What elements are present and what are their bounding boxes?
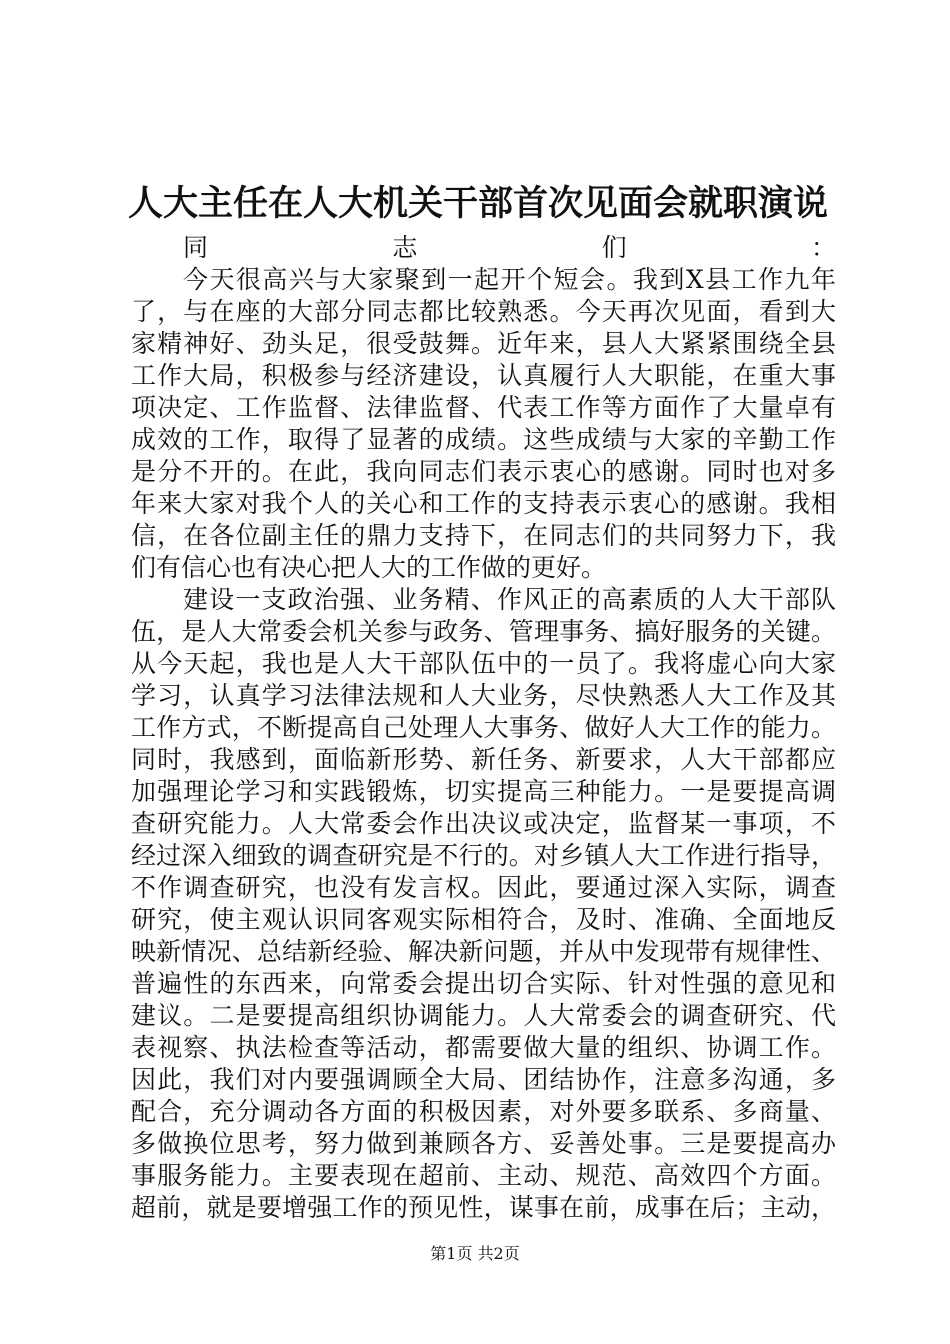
body-line: 表视察、执法检查等活动，都需要做大量的组织、协调工作。 [131, 1033, 836, 1062]
body-line: 同时，我感到，面临新形势、新任务、新要求，人大干部都应 [131, 745, 836, 774]
body-line: 了，与在座的大部分同志都比较熟悉。今天再次见面，看到大 [131, 297, 836, 326]
body-line: 成效的工作，取得了显著的成绩。这些成绩与大家的辛勤工作 [131, 425, 836, 454]
body-line: 多做换位思考，努力做到兼顾各方、妥善处事。三是要提高办 [131, 1129, 836, 1158]
body-line: 配合，充分调动各方面的积极因素，对外要多联系、多商量、 [131, 1097, 836, 1126]
body-line: 普遍性的东西来，向常委会提出切合实际、针对性强的意见和 [131, 969, 836, 998]
body-line: 加强理论学习和实践锻炼，切实提高三种能力。一是要提高调 [131, 777, 836, 806]
document-title: 人大主任在人大机关干部首次见面会就职演说 [128, 183, 829, 224]
body-line: 经过深入细致的调查研究是不行的。对乡镇人大工作进行指导， [131, 841, 836, 870]
body-line: 家精神好、劲头足，很受鼓舞。近年来，县人大紧紧围绕全县 [131, 329, 836, 358]
body-line: 研究，使主观认识同客观实际相符合，及时、准确、全面地反 [131, 905, 836, 934]
document-body [131, 232, 836, 1224]
body-line: 建设一支政治强、业务精、作风正的高素质的人大干部队 [183, 585, 836, 614]
body-line: 从今天起，我也是人大干部队伍中的一员了。我将虚心向大家 [131, 649, 836, 678]
body-line: 映新情况、总结新经验、解决新问题，并从中发现带有规律性、 [131, 937, 836, 966]
body-line: 项决定、工作监督、法律监督、代表工作等方面作了大量卓有 [131, 393, 836, 422]
body-line: 建议。二是要提高组织协调能力。人大常委会的调查研究、代 [131, 1001, 836, 1030]
body-line: 查研究能力。人大常委会作出决议或决定，监督某一事项，不 [131, 809, 836, 838]
body-line: 是分不开的。在此，我向同志们表示衷心的感谢。同时也对多 [131, 457, 836, 486]
body-line: 今天很高兴与大家聚到一起开个短会。我到X县工作九年 [183, 265, 836, 294]
body-line: 学习，认真学习法律法规和人大业务，尽快熟悉人大工作及其 [131, 681, 836, 710]
body-line: 因此，我们对内要强调顾全大局、团结协作，注意多沟通，多 [131, 1065, 836, 1094]
page-footer: 第1页 共2页 [430, 1244, 520, 1263]
body-line: 年来大家对我个人的关心和工作的支持表示衷心的感谢。我相 [131, 489, 836, 518]
body-line: 事服务能力。主要表现在超前、主动、规范、高效四个方面。 [131, 1161, 836, 1190]
salutation-line: 同志们： [183, 233, 836, 262]
body-line: 信，在各位副主任的鼎力支持下，在同志们的共同努力下，我 [131, 521, 836, 550]
body-line: 们有信心也有决心把人大的工作做的更好。 [131, 553, 607, 582]
body-line: 工作方式，不断提高自己处理人大事务、做好人大工作的能力。 [131, 713, 836, 742]
body-line: 不作调查研究，也没有发言权。因此，要通过深入实际，调查 [131, 873, 836, 902]
body-line: 工作大局，积极参与经济建设，认真履行人大职能，在重大事 [131, 361, 836, 390]
body-line: 伍，是人大常委会机关参与政务、管理事务、搞好服务的关键。 [131, 617, 836, 646]
body-line: 超前，就是要增强工作的预见性，谋事在前，成事在后；主动， [131, 1193, 836, 1222]
